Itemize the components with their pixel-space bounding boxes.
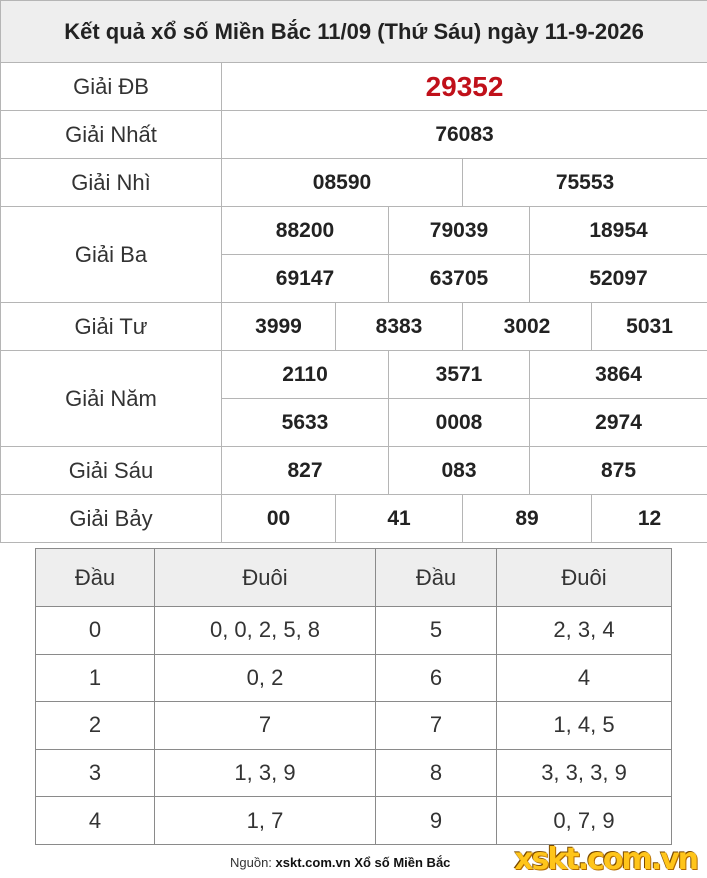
prize-number: 79039: [389, 207, 530, 255]
loto-tail-digits: 0, 7, 9: [497, 797, 672, 845]
loto-tail-digits: 1, 3, 9: [155, 749, 376, 797]
loto-row: [36, 749, 672, 797]
prize-row-db: [1, 63, 707, 111]
loto-row: [36, 702, 672, 750]
loto-row: [36, 607, 672, 655]
prize-number: 12: [592, 495, 707, 543]
prize-number: 5031: [592, 303, 707, 351]
prize-row-nam: [1, 351, 707, 399]
loto-head-digit: 5: [376, 607, 497, 655]
loto-tail-digits: 3, 3, 3, 9: [497, 749, 672, 797]
prize-number: 3864: [530, 351, 707, 399]
prize-label: Giải Năm: [1, 351, 222, 447]
prize-number: 00: [222, 495, 336, 543]
prize-number: 2110: [222, 351, 389, 399]
loto-tail-digits: 1, 7: [155, 797, 376, 845]
prize-label: Giải Sáu: [1, 447, 222, 495]
loto-row: [36, 654, 672, 702]
prize-number: 3002: [463, 303, 592, 351]
source-site-link[interactable]: xskt.com.vn: [275, 855, 351, 870]
loto-head-digit: 0: [36, 607, 155, 655]
loto-head-digit: 3: [36, 749, 155, 797]
loto-tail-digits: 0, 0, 2, 5, 8: [155, 607, 376, 655]
prize-label: Giải Nhì: [1, 159, 222, 207]
loto-head-digit: 7: [376, 702, 497, 750]
source-prefix: Nguồn:: [230, 855, 272, 870]
special-prize-number: 29352: [222, 63, 707, 111]
prize-number: 89: [463, 495, 592, 543]
prize-number: 8383: [336, 303, 463, 351]
prize-number: 083: [389, 447, 530, 495]
prize-row-ba: [1, 207, 707, 255]
footer: [0, 842, 707, 878]
loto-header: Đuôi: [155, 549, 376, 607]
source-name: Xổ số Miền Bắc: [354, 855, 451, 870]
loto-head-digit: 4: [36, 797, 155, 845]
page-title: Kết quả xổ số Miền Bắc 11/09 (Thứ Sáu) ngày 11-9-2026: [1, 1, 707, 63]
loto-row: [36, 797, 672, 845]
prize-label: Giải ĐB: [1, 63, 222, 111]
loto-header: Đầu: [36, 549, 155, 607]
prize-number: 18954: [530, 207, 707, 255]
loto-head-digit: 8: [376, 749, 497, 797]
loto-head-digit: 9: [376, 797, 497, 845]
loto-head-digit: 1: [36, 654, 155, 702]
loto-tail-digits: 1, 4, 5: [497, 702, 672, 750]
loto-head-digit: 6: [376, 654, 497, 702]
loto-header: Đuôi: [497, 549, 672, 607]
prize-label: Giải Bảy: [1, 495, 222, 543]
prize-number: 52097: [530, 255, 707, 303]
prize-row-nhi: [1, 159, 707, 207]
prize-number: 875: [530, 447, 707, 495]
loto-tail-digits: 7: [155, 702, 376, 750]
loto-tail-digits: 2, 3, 4: [497, 607, 672, 655]
loto-header: Đầu: [376, 549, 497, 607]
prize-label: Giải Ba: [1, 207, 222, 303]
loto-tail-digits: 0, 2: [155, 654, 376, 702]
prize-number: 3571: [389, 351, 530, 399]
prize-number: 3999: [222, 303, 336, 351]
prize-number: 63705: [389, 255, 530, 303]
prize-row-sau: [1, 447, 707, 495]
loto-head-digit: 2: [36, 702, 155, 750]
prize-number: 69147: [222, 255, 389, 303]
loto-header-row: [36, 549, 672, 607]
source-credit: [230, 855, 450, 870]
prize-number: 08590: [222, 159, 463, 207]
prize-label: Giải Nhất: [1, 111, 222, 159]
prize-number: 2974: [530, 399, 707, 447]
prize-row-tu: [1, 303, 707, 351]
prize-row-bay: [1, 495, 707, 543]
prize-number: 827: [222, 447, 389, 495]
prize-number: 75553: [463, 159, 707, 207]
prize-number: 5633: [222, 399, 389, 447]
loto-table: [35, 548, 672, 845]
prize-number: 41: [336, 495, 463, 543]
prize-row-nhat: [1, 111, 707, 159]
prize-number: 76083: [222, 111, 707, 159]
site-logo: xskt.com.vn: [514, 842, 697, 877]
prize-label: Giải Tư: [1, 303, 222, 351]
prize-number: 0008: [389, 399, 530, 447]
loto-tail-digits: 4: [497, 654, 672, 702]
prize-number: 88200: [222, 207, 389, 255]
